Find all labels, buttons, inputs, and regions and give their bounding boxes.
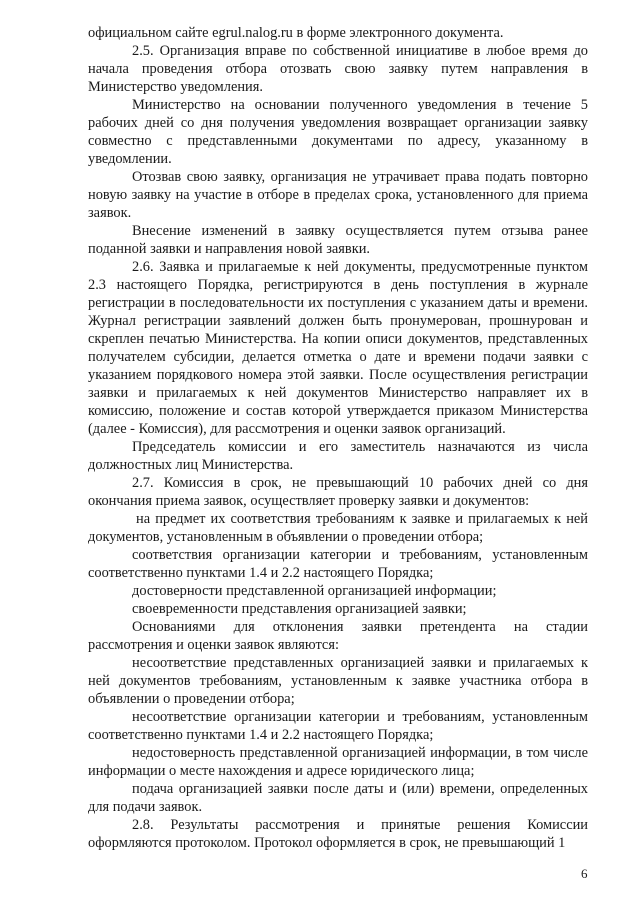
- paragraph-2-5: 2.5. Организация вправе по собственной инициативе в любое время до начала проведения отбора отозвать свою заявку путем направления в Министерство уведомления.: [88, 43, 588, 95]
- paragraph-changes: Внесение изменений в заявку осуществляется путем отзыва ранее поданной заявки и направления новой заявки.: [88, 223, 588, 257]
- paragraph-2-6: 2.6. Заявка и прилагаемые к ней документы, предусмотренные пунктом 2.3 настоящего Порядка, регистрируются в день поступления в журнале регистрации в последовательности их поступления с указанием даты и времени. Журнал регистрации заявлений должен быть пронумерован, прошнурован и скреплен печатью Министерства. На копии описи документов, представленных получателем субсидии, делается отметка о дате и времени подачи заявки с указанием порядкового номера этой заявки. После осуществления регистрации заявки и прилагаемых к ней документов Министерство направляет их в комиссию, положение и состав которой утверждается приказом Министерства (далее - Комиссия), для рассмотрения и оценки заявок организаций.: [88, 259, 588, 437]
- document-page: [88, 24, 588, 852]
- list-item: достоверности представленной организацией информации;: [132, 583, 497, 599]
- paragraph-rejection-grounds: Основаниями для отклонения заявки претендента на стадии рассмотрения и оценки заявок являются:: [88, 619, 588, 653]
- list-item: соответствия организации категории и требованиям, установленным соответственно пунктами 1.4 и 2.2 настоящего Порядка;: [88, 547, 588, 581]
- paragraph-return-notice: Министерство на основании полученного уведомления в течение 5 рабочих дней со дня получения уведомления возвращает организации заявку совместно с представленными документами по адресу, указанному в уведомлении.: [88, 97, 588, 167]
- paragraph-continuation: официальном сайте egrul.nalog.ru в форме электронного документа.: [88, 25, 504, 41]
- list-item: своевременности представления организацией заявки;: [132, 601, 467, 617]
- list-item: несоответствие организации категории и требованиям, установленным соответственно пунктами 1.4 и 2.2 настоящего Порядка;: [88, 709, 588, 743]
- list-item: недостоверность представленной организацией информации, в том числе информации о месте нахождения и адресе юридического лица;: [88, 745, 588, 779]
- list-item: на предмет их соответствия требованиям к заявке и прилагаемых к ней документов, установленным в объявлении о проведении отбора;: [88, 511, 588, 545]
- page-number: 6: [581, 866, 588, 881]
- paragraph-chairman: Председатель комиссии и его заместитель назначаются из числа должностных лиц Министерства.: [88, 439, 588, 473]
- list-item: несоответствие представленных организацией заявки и прилагаемых к ней документов требованиям, установленным к заявке участника отбора в объявлении о проведении отбора;: [88, 655, 588, 707]
- list-item: подача организацией заявки после даты и (или) времени, определенных для подачи заявок.: [88, 781, 588, 815]
- paragraph-2-7: 2.7. Комиссия в срок, не превышающий 10 рабочих дней со дня окончания приема заявок, осуществляет проверку заявки и документов:: [88, 475, 588, 509]
- paragraph-resubmit: Отозвав свою заявку, организация не утрачивает права подать повторно новую заявку на участие в отборе в пределах срока, установленного для приема заявок.: [88, 169, 588, 221]
- paragraph-2-8: 2.8. Результаты рассмотрения и принятые решения Комиссии оформляются протоколом. Протокол оформляется в срок, не превышающий 1: [88, 817, 588, 851]
